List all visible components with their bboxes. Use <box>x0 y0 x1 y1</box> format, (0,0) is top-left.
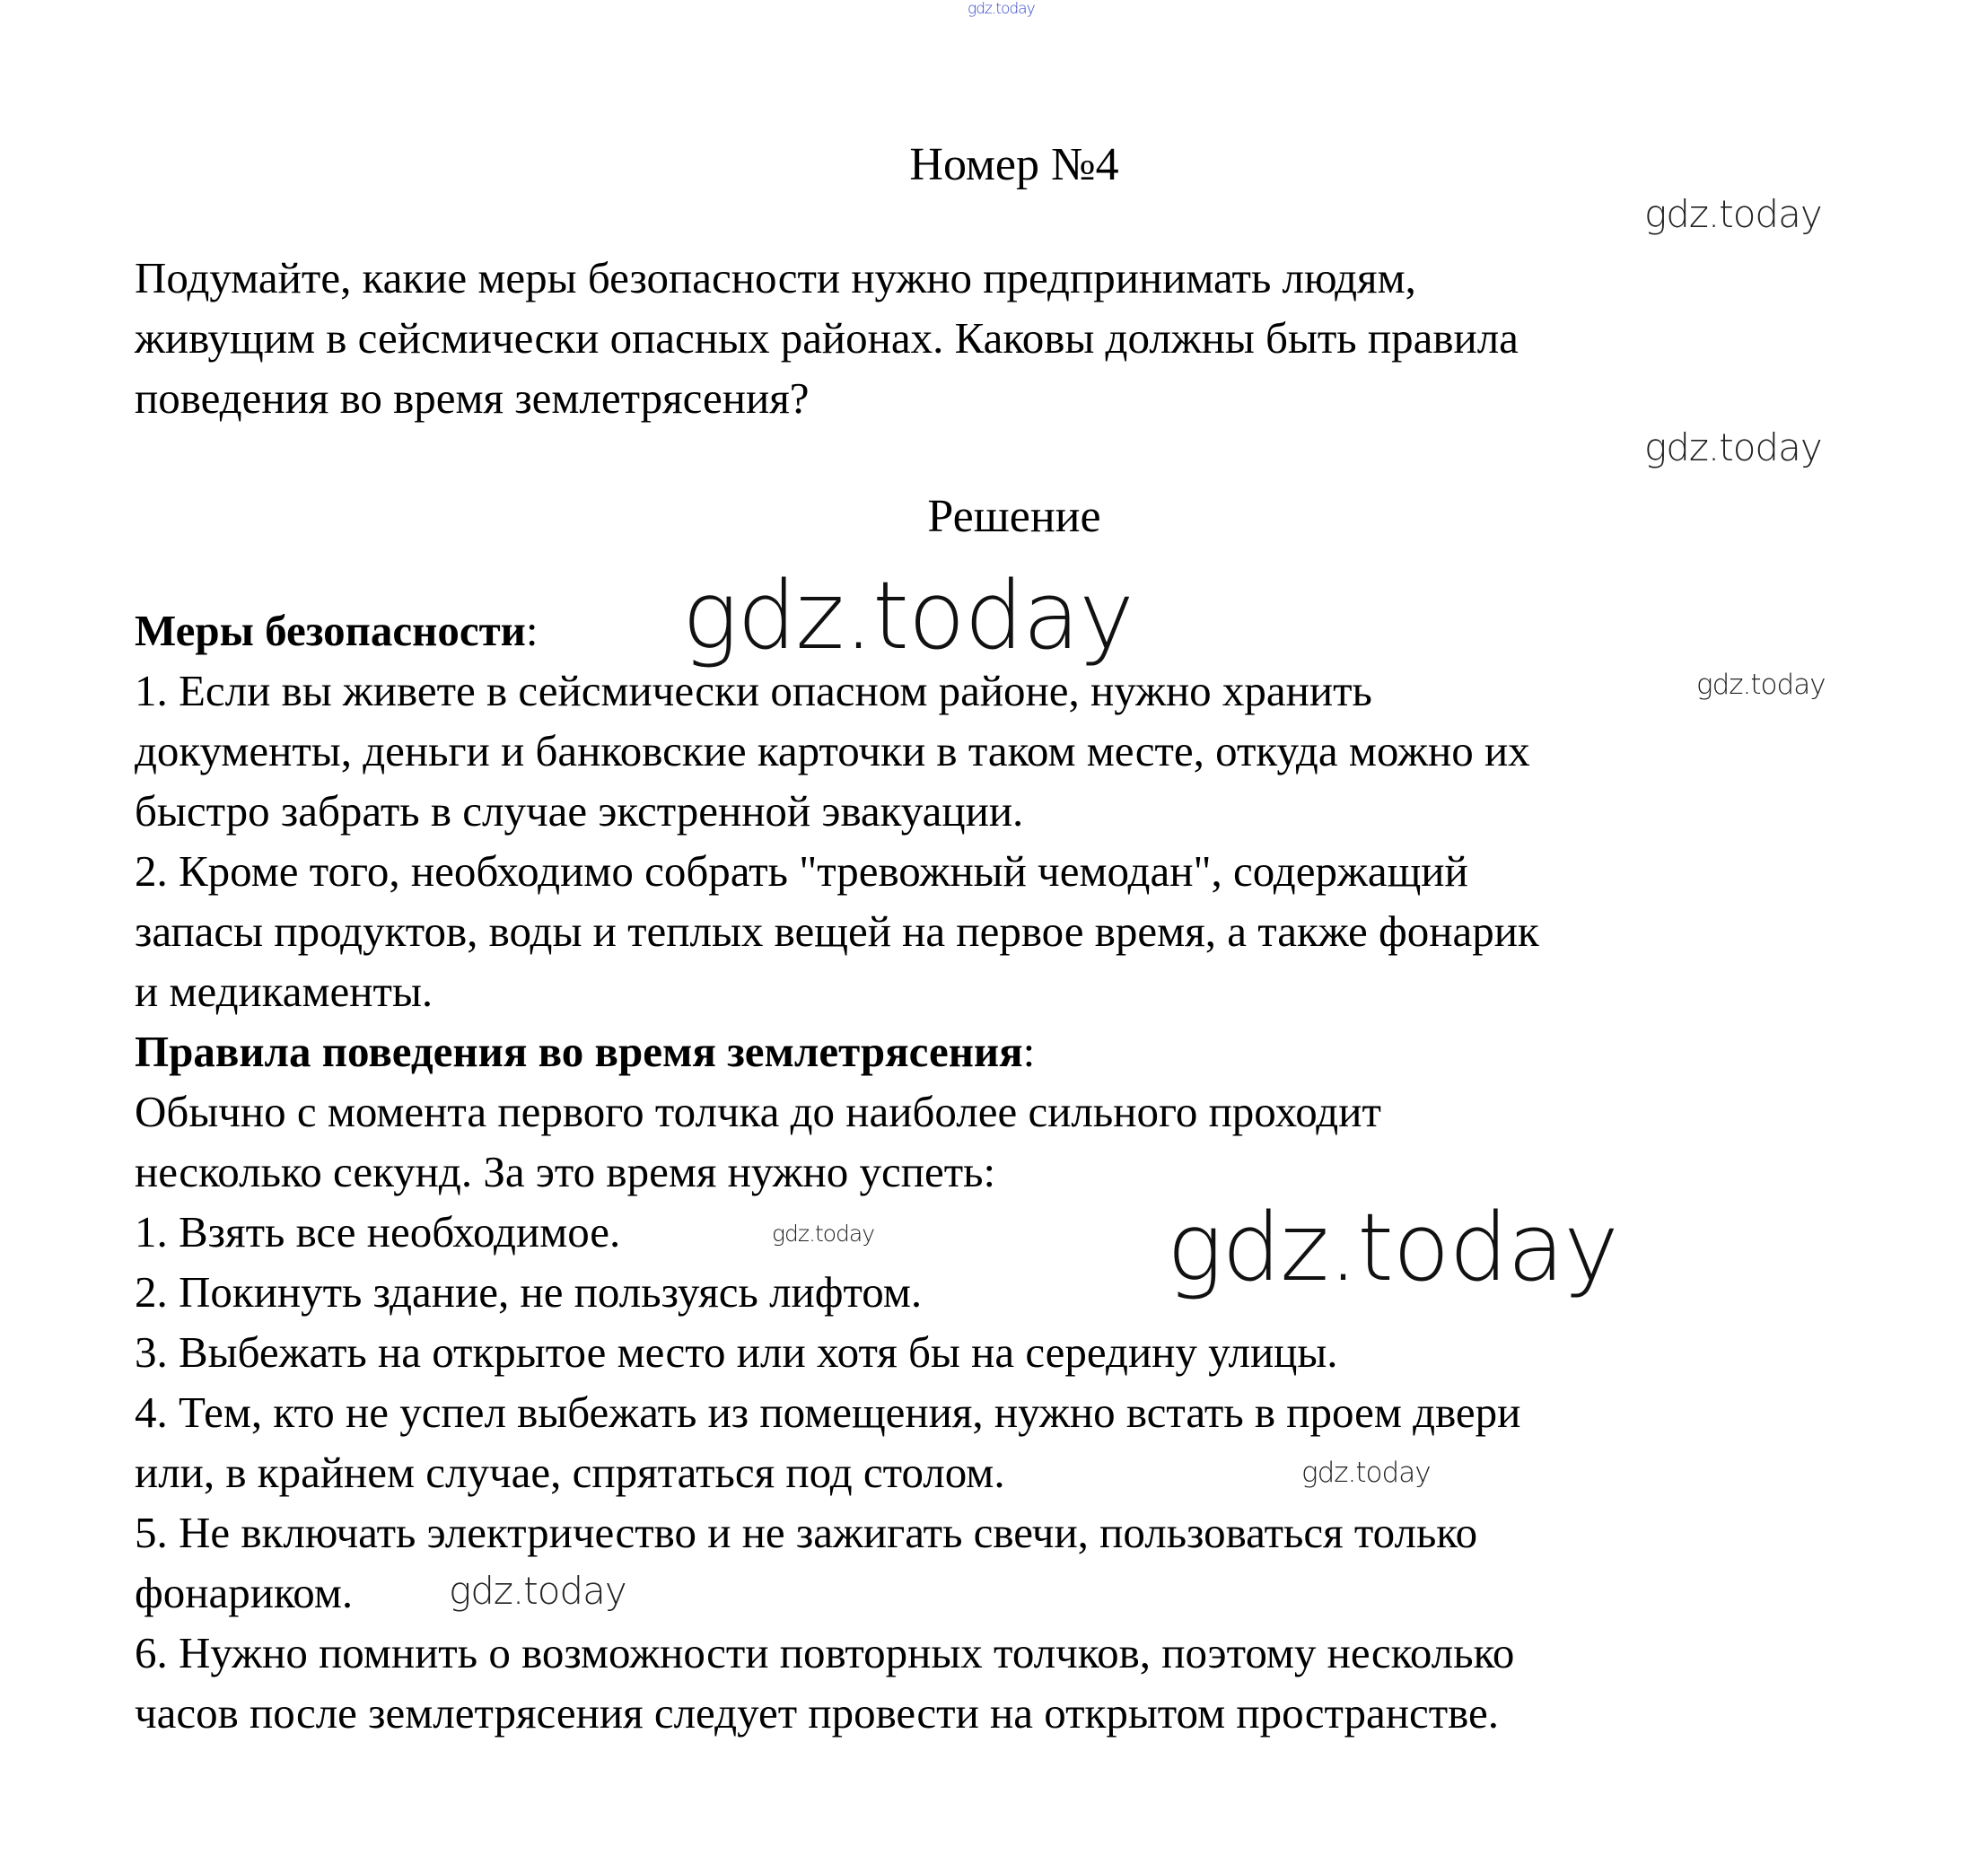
text-line: несколько секунд. За это время нужно успеть: <box>135 1147 996 1196</box>
heading-text: Меры безопасности <box>135 606 526 655</box>
text-line: фонариком. <box>135 1568 354 1617</box>
watermark-large: gdz.today <box>682 561 1134 670</box>
heading-text: Правила поведения во время землетрясения <box>135 1027 1023 1076</box>
watermark-small: gdz.today <box>772 1221 875 1247</box>
text-line: 1. Взять все необходимое. <box>135 1207 621 1256</box>
text-line: и медикаменты. <box>135 967 434 1016</box>
text-line: 2. Покинуть здание, не пользуясь лифтом. <box>135 1267 923 1317</box>
text-line: часов после землетрясения следует провести на открытом пространстве. <box>135 1688 1500 1738</box>
question-line: поведения во время землетрясения? <box>135 373 810 423</box>
watermark-top: gdz.today <box>968 0 1035 18</box>
watermark: gdz.today <box>1644 192 1822 236</box>
text-line: 3. Выбежать на открытое место или хотя бы на середину улицы. <box>135 1327 1338 1377</box>
section-heading-rules <box>135 1027 1036 1076</box>
watermark-small: gdz.today <box>1301 1457 1431 1489</box>
text-line: документы, деньги и банковские карточки в таком месте, откуда можно их <box>135 726 1530 775</box>
solution-heading: Решение <box>927 491 1101 542</box>
text-line: быстро забрать в случае экстренной эвакуации. <box>135 786 1024 836</box>
text-line: или, в крайнем случае, спрятаться под столом. <box>135 1448 1005 1497</box>
page-title: Номер №4 <box>909 139 1119 190</box>
text-line: Обычно с момента первого толчка до наиболее сильного проходит <box>135 1087 1381 1136</box>
question-line: живущим в сейсмически опасных районах. Каковы должны быть правила <box>135 313 1519 363</box>
text-line: 2. Кроме того, необходимо собрать "тревожный чемодан", содержащий <box>135 846 1468 896</box>
watermark: gdz.today <box>1644 425 1822 469</box>
question-line: Подумайте, какие меры безопасности нужно предпринимать людям, <box>135 253 1416 302</box>
text-line: 5. Не включать электричество и не зажигать свечи, пользоваться только <box>135 1508 1478 1557</box>
colon: : <box>1022 1027 1036 1076</box>
section-heading-safety <box>135 606 539 655</box>
colon: : <box>525 606 539 655</box>
text-line: 4. Тем, кто не успел выбежать из помещения, нужно встать в проем двери <box>135 1388 1521 1437</box>
text-line: запасы продуктов, воды и теплых вещей на первое время, а также фонарик <box>135 906 1539 956</box>
watermark-small: gdz.today <box>1696 669 1826 701</box>
watermark-large: gdz.today <box>1167 1193 1618 1302</box>
text-line: 1. Если вы живете в сейсмически опасном районе, нужно хранить <box>135 666 1372 715</box>
text-line: 6. Нужно помнить о возможности повторных толчков, поэтому несколько <box>135 1628 1515 1677</box>
watermark: gdz.today <box>449 1569 626 1613</box>
